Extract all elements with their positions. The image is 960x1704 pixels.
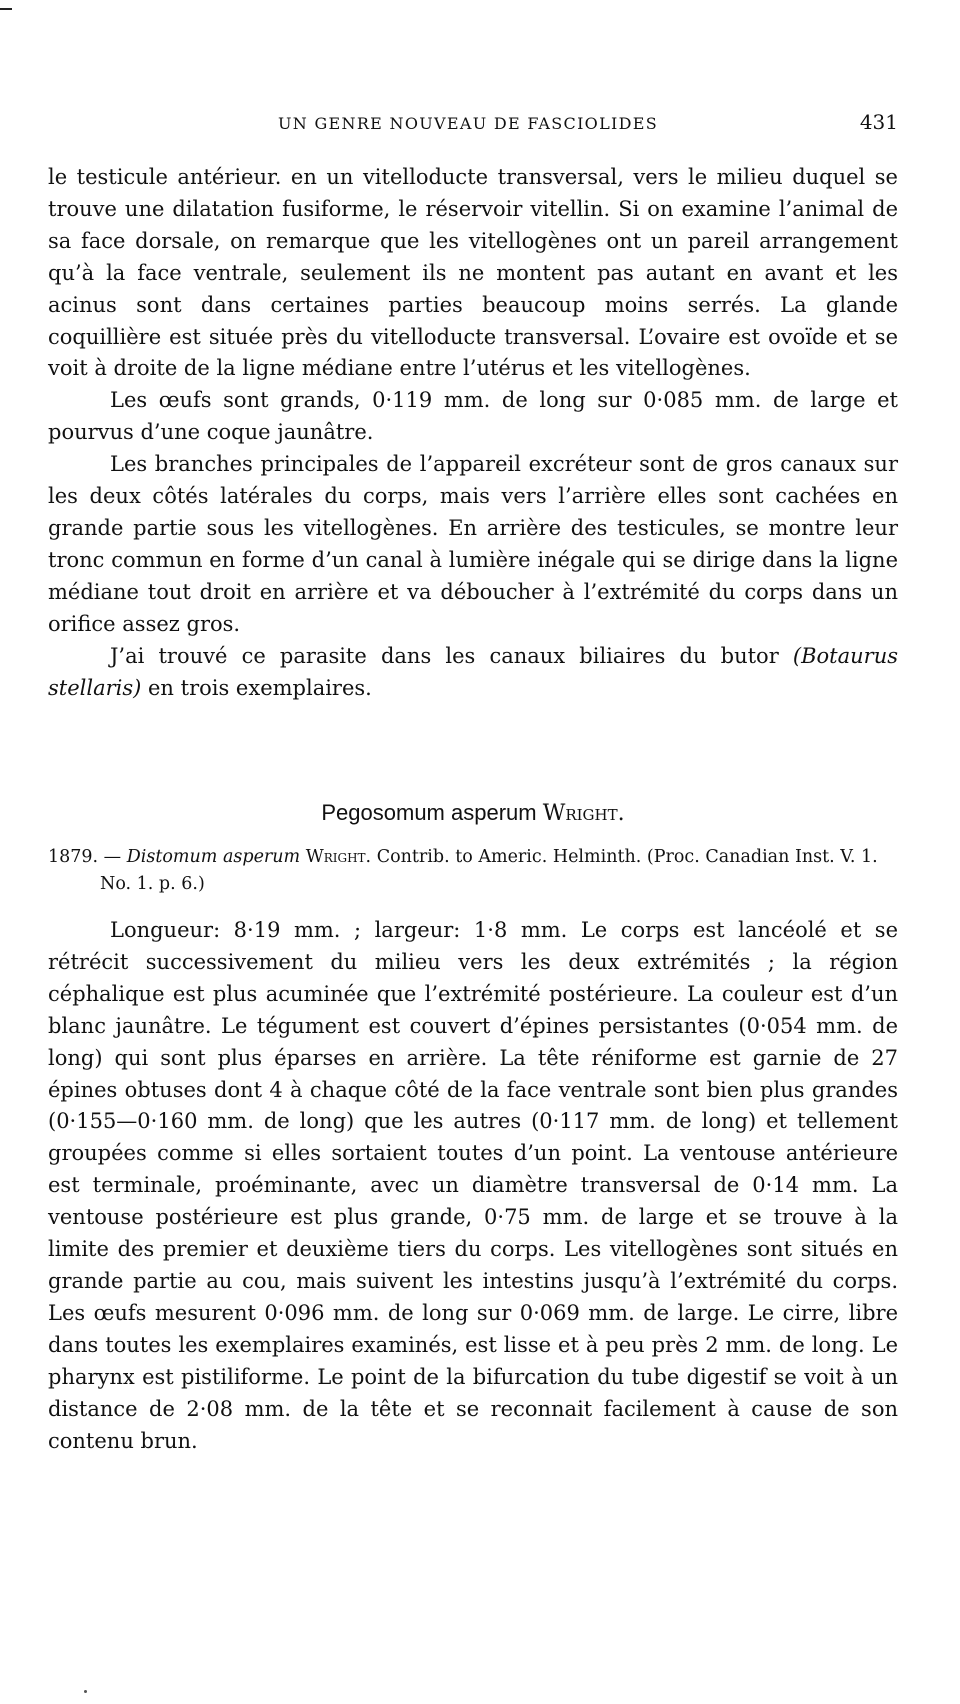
corner-mark [0, 8, 12, 10]
paragraph-host [48, 641, 898, 705]
bottom-mark [84, 1690, 87, 1693]
species-name: Pegosomum asperum [321, 800, 537, 825]
species-heading [48, 800, 898, 826]
running-title: UN GENRE NOUVEAU DE FASCIOLIDES [278, 114, 659, 133]
paragraph-eggs: Les œufs sont grands, 0·119 mm. de long sur 0·085 mm. de large et pourvus d’une coque jaunâtre. [48, 388, 898, 445]
citation-reference: Contrib. to Americ. Helminth. (Proc. Canadian Inst. V. 1. No. 1. p. 6.) [100, 847, 878, 894]
citation-year: 1879. [48, 847, 99, 867]
paragraph-excretory: Les branches principales de l’appareil excréteur sont de gros canaux sur les deux côtés latérales du corps, mais vers l’arrière elles sont cachées en grande partie sous les vitellogènes. En arrière des testicules, se montre leur tronc commun en forme d’un canal à lumière inégale qui se dirige dans la ligne médiane tout droit en arrière et va déboucher à l’extrémité du corps dans un orifice assez gros. [48, 452, 898, 636]
citation-species: Distomum asperum [126, 847, 301, 867]
host-text-start: J’ai trouvé ce parasite dans les canaux biliaires du butor [110, 643, 793, 668]
citation [48, 844, 898, 898]
running-head [48, 110, 898, 140]
body-text [48, 162, 898, 704]
citation-author: Wright. [305, 847, 372, 867]
host-text-end: en trois exemplaires. [141, 675, 372, 700]
host-species: (Botaurus stellaris) [48, 643, 898, 700]
paragraph-continuation: le testicule antérieur. en un vitelloducte transversal, vers le milieu duquel se trouve une dilatation fusiforme, le réservoir vitellin. Si on examine l’animal de sa face dorsale, on remarque que les vitellogènes ont un pareil arrangement qu’à la face ventrale, seulement ils ne montent pas autant en avant et les acinus sont dans certaines parties beaucoup moins serrés. La glande coquillière est située près du vitelloducte transversal. L’ovaire est ovoïde et se voit à droite de la ligne médiane entre l’utérus et les vitellogènes. [48, 165, 898, 381]
description-paragraph: Longueur: 8·19 mm. ; largeur: 1·8 mm. Le corps est lancéolé et se rétrécit successivement du milieu vers les deux extrémités ; la région céphalique est plus acuminée que l’extrémité postérieure. La couleur est d’un blanc jaunâtre. Le tégument est couvert d’épines persistantes (0·054 mm. de long) qui sont plus éparses en arrière. La tête réniforme est garnie de 27 épines obtuses dont 4 à chaque côté de la face ventrale sont bien plus grandes (0·155—0·160 mm. de long) que les autres (0·117 mm. de long) et tellement groupées comme si elles sortaient toutes d’un point. La ventouse antérieure est terminale, proéminante, avec un diamètre transversal de 0·14 mm. La ventouse postérieure est plus grande, 0·75 mm. de large et se trouve à la limite des premier et deuxième tiers du corps. Les vitellogènes sont situés en grande partie au cou, mais suivent les intestins jusqu’à l’extrémité du corps. Les œufs mesurent 0·096 mm. de long sur 0·069 mm. de large. Le cirre, libre dans toutes les exemplaires examinés, est lisse et à peu près 2 mm. de long. Le pharynx est pistiliforme. Le point de la bifurcation du tube digestif se voit à un distance de 2·08 mm. de la tête et se reconnait facilement à cause de son contenu brun. [48, 918, 898, 1453]
species-author: Wright. [542, 801, 625, 826]
page-number: 431 [859, 110, 898, 134]
species-description [48, 915, 898, 1457]
citation-dash: — [98, 847, 127, 867]
